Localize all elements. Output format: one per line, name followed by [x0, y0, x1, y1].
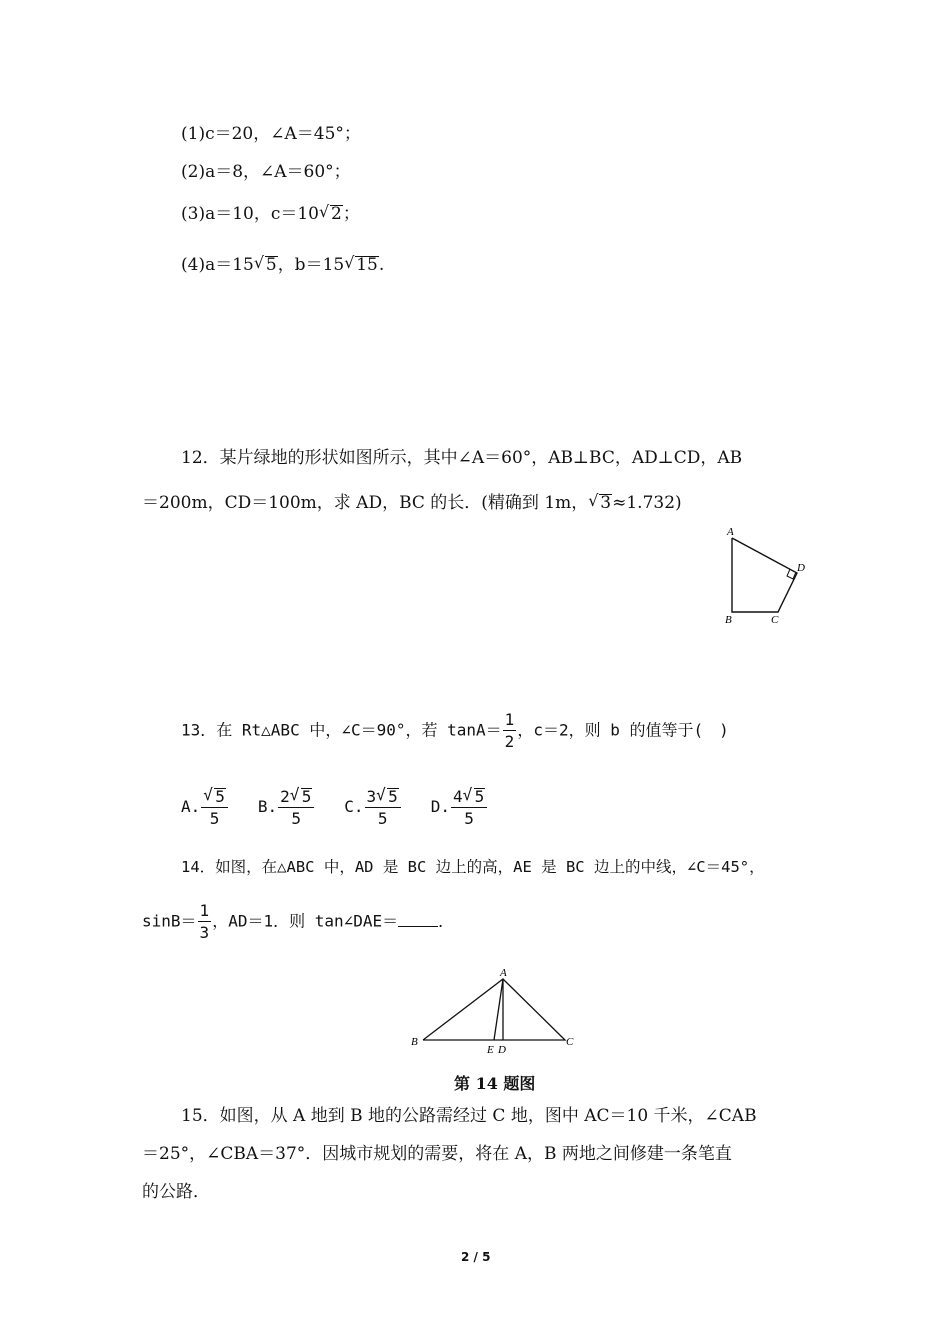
p14-label-a: A: [500, 967, 507, 979]
option-label: A.: [181, 797, 201, 816]
p11-item-4-suffix: .: [378, 255, 385, 275]
radicand: 5: [265, 255, 277, 275]
option-label: D.: [430, 797, 450, 816]
option-label: C.: [344, 797, 364, 816]
radicand: 5: [474, 787, 485, 806]
sqrt-5: [291, 788, 313, 805]
sqrt-5: [255, 256, 278, 274]
p12-label-b: B: [725, 614, 732, 626]
p13-stem: [181, 712, 729, 750]
frac-den: 5: [291, 809, 302, 828]
p13-stem-suffix: ，c＝2，则 b 的值等于( ): [517, 720, 729, 740]
option-c[interactable]: [344, 787, 411, 828]
answer-blank[interactable]: [398, 912, 438, 927]
option-frac: [451, 788, 487, 827]
frac-num: [201, 788, 228, 808]
frac-sin: [198, 903, 212, 941]
frac-den: 2: [504, 732, 515, 751]
p14-line-1: 14．如图，在△ABC 中，AD 是 BC 边上的高，AE 是 BC 边上的中线，∠C＝45°，: [181, 858, 765, 876]
p15-line-1: 15．如图，从 A 地到 B 地的公路需经过 C 地，图中 AC＝10 千米，∠CAB: [181, 1106, 757, 1126]
p12-quadrilateral-figure: [715, 520, 815, 630]
radicand: 2: [331, 204, 342, 224]
coef: 2: [280, 787, 290, 806]
p14-label-c: C: [566, 1036, 574, 1048]
p11-item-3: [181, 205, 360, 223]
frac-den: 5: [377, 809, 388, 828]
frac-num: 1: [504, 710, 515, 729]
option-frac: [365, 788, 401, 827]
sqrt-3: [589, 494, 612, 512]
frac-den: 3: [199, 923, 210, 942]
p13-options: [181, 788, 488, 827]
p12-line-2-suffix: ≈1.732): [612, 493, 682, 513]
p11-item-4: [181, 256, 384, 274]
p14-triangle-figure: [405, 962, 585, 1058]
sqrt-5: [464, 788, 486, 805]
p14-label-e: E: [487, 1044, 494, 1056]
radicand: 15: [356, 255, 378, 275]
radicand: 5: [301, 787, 312, 806]
p12-label-c: C: [771, 614, 779, 626]
p15-line-3: 的公路．: [142, 1182, 210, 1202]
p12-label-d: D: [797, 562, 805, 574]
p14-label-d: D: [498, 1044, 506, 1056]
p14-median-ae: [494, 979, 503, 1040]
p14-line-2-prefix: sinB＝: [142, 911, 197, 931]
frac-den: 5: [464, 809, 474, 828]
p14-triangle: [423, 979, 565, 1040]
p12-line-2-prefix: ＝200m，CD＝100m，求 AD，BC 的长．(精确到 1m，: [142, 493, 589, 513]
frac-den: 5: [209, 809, 220, 828]
p12-line-2: [142, 494, 682, 512]
p11-item-2: (2)a＝8，∠A＝60°；: [181, 162, 351, 182]
p11-item-4-mid: ，b＝15: [277, 255, 345, 275]
sqrt-5: [377, 788, 399, 805]
p14-figure-caption: 第 14 题图: [454, 1074, 536, 1093]
p13-stem-prefix: 13．在 Rt△ABC 中，∠C＝90°，若 tanA＝: [181, 720, 502, 740]
sqrt-5: [204, 788, 226, 805]
page-number: 2 / 5: [461, 1250, 491, 1264]
option-a[interactable]: [181, 787, 239, 828]
p11-item-1: (1)c＝20，∠A＝45°；: [181, 124, 361, 144]
frac-num: [451, 788, 487, 808]
p15-line-2: ＝25°，∠CBA＝37°．因城市规划的需要，将在 A，B 两地之间修建一条笔直: [142, 1144, 732, 1164]
p14-line-2: [142, 903, 454, 941]
p11-item-4-prefix: (4)a＝15: [181, 255, 254, 275]
sqrt-15: [345, 256, 379, 274]
sqrt-2: [320, 205, 343, 223]
coef: 3: [366, 787, 377, 806]
p11-item-3-suffix: ；: [342, 204, 360, 224]
p12-label-a: A: [727, 526, 734, 538]
option-frac: [278, 788, 314, 827]
p12-line-1: 12．某片绿地的形状如图所示，其中∠A＝60°，AB⊥BC，AD⊥CD，AB: [181, 448, 743, 468]
p14-line-2-mid: ，AD＝1．则 tan∠DAE＝: [212, 911, 399, 931]
radicand: 5: [388, 787, 398, 806]
p14-label-b: B: [411, 1036, 418, 1048]
radicand: 5: [215, 787, 225, 806]
option-label: B.: [257, 797, 278, 816]
frac-tan: [503, 712, 517, 750]
option-frac: [201, 788, 228, 827]
radicand: 3: [600, 493, 612, 513]
p11-item-3-prefix: (3)a＝10，c＝10: [181, 204, 320, 224]
coef: 4: [452, 787, 463, 806]
frac-num: [278, 788, 314, 808]
option-b[interactable]: [257, 787, 325, 828]
p14-line-2-suffix: ．: [438, 911, 455, 931]
frac-num: [365, 788, 401, 808]
option-d[interactable]: [430, 787, 489, 828]
frac-num: 1: [199, 901, 210, 920]
